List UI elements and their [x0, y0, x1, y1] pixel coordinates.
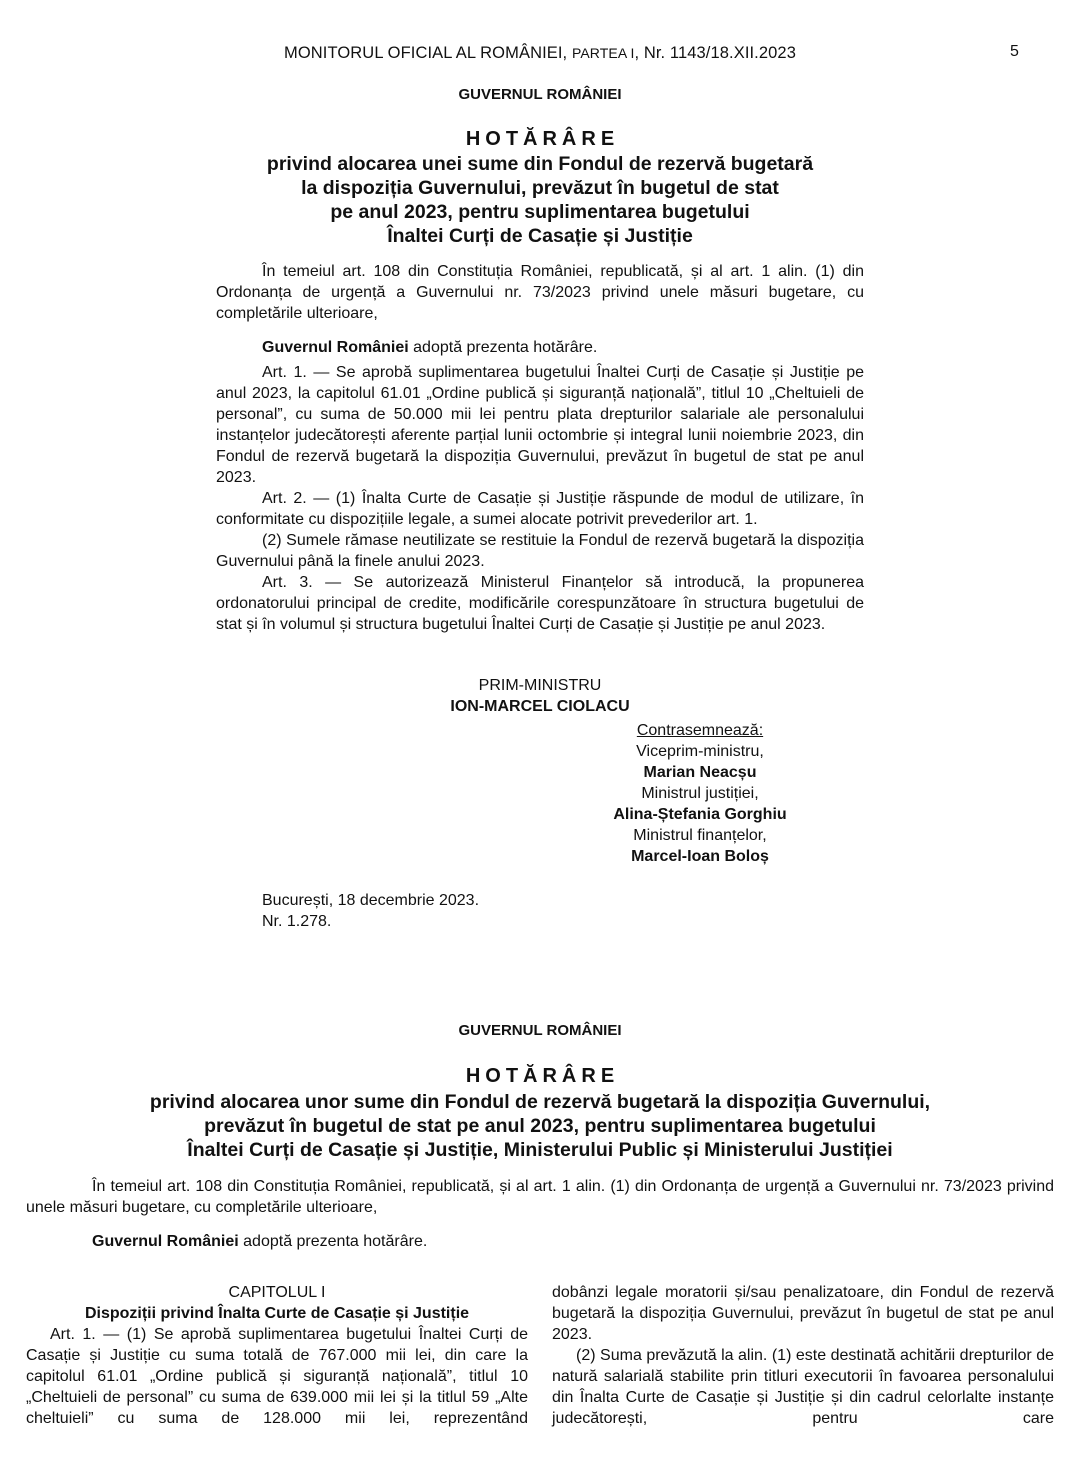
publication-issue: , Nr. 1143/18.XII.2023: [634, 44, 796, 62]
decision2-article-1-para-2: (2) Suma prevăzută la alin. (1) este destinată achitării drepturilor de natură salarială stabilite prin titluri executorii în favoarea personalului din Înalta Curte de Casație și Justiție și din cadrul celorlalte instanțe judecătorești, pentru care: [552, 1347, 1054, 1427]
pm-name: ION-MARCEL CIOLACU: [450, 698, 630, 715]
decision2-title-line: Înaltei Curți de Casație și Justiție, Ministerului Public și Ministerului Justiției: [187, 1139, 893, 1161]
adoption-rest: adoptă prezenta hotărâre.: [238, 1233, 428, 1250]
adoption-bold: Guvernul României: [262, 339, 409, 356]
countersigner-name: Marcel-Ioan Boloș: [631, 848, 769, 865]
decision1-title: [0, 152, 1080, 248]
decision1-doc-type: HOTĂRÂRE: [465, 128, 620, 150]
adoption-rest: adoptă prezenta hotărâre.: [408, 339, 598, 356]
decision2-title-line: privind alocarea unor sume din Fondul de rezervă bugetară la dispoziția Guvernului,: [149, 1091, 931, 1113]
decision2-adoption: [26, 1231, 1054, 1252]
decision2-left-column: [26, 1282, 528, 1429]
decision1-title-line: Înaltei Curți de Casație și Justiție: [387, 225, 693, 247]
decision2-right-column: [552, 1282, 1054, 1429]
countersigner-role: Viceprim-ministru,: [636, 743, 764, 760]
decision1-article-2: Art. 2. — (1) Înalta Curte de Casație și Justiție răspunde de modul de utilizare, în conformitate cu dispozițiile legale, a sumei alocate potrivit prevederilor art. 1.: [216, 490, 864, 528]
decision-number: Nr. 1.278.: [262, 913, 332, 930]
countersigner-name: Alina-Ștefania Gorghiu: [613, 806, 787, 823]
decision1-title-line: pe anul 2023, pentru suplimentarea bugetului: [330, 201, 750, 223]
chapter-title: Dispoziții privind Înalta Curte de Casație și Justiție: [84, 1305, 470, 1322]
decision2-title: [0, 1090, 1080, 1162]
decision1-footer: [262, 890, 479, 932]
decision1-preamble: În temeiul art. 108 din Constituția României, republicată, și al art. 1 alin. (1) din Ordonanța de urgență a Guvernului nr. 73/2023 privind unele măsuri bugetare, cu completările ulterioare,: [216, 263, 864, 322]
publication-part: PARTEA I: [571, 45, 635, 61]
decision1-issuer: GUVERNUL ROMÂNIEI: [458, 86, 622, 103]
decision2-issuer: GUVERNUL ROMÂNIEI: [458, 1022, 622, 1039]
decision1-adoption: [216, 337, 864, 358]
decision1-title-line: la dispoziția Guvernului, prevăzut în bugetul de stat: [301, 177, 779, 199]
decision2-body: [26, 1176, 1054, 1252]
countersigner-name: Marian Neacșu: [643, 764, 757, 781]
publication-name: MONITORUL OFICIAL AL ROMÂNIEI,: [284, 44, 572, 62]
countersignatures: [580, 720, 820, 867]
pm-signature: [340, 675, 740, 717]
decision2-doc-type: HOTĂRÂRE: [465, 1065, 620, 1087]
pm-title: PRIM-MINISTRU: [478, 677, 602, 694]
decision2-title-line: prevăzut în bugetul de stat pe anul 2023, pentru suplimentarea bugetului: [204, 1115, 876, 1137]
countersign-label: Contrasemnează:: [636, 722, 764, 739]
decision1-body: [216, 261, 864, 635]
countersigner-role: Ministrul justiției,: [641, 785, 759, 802]
decision2-preamble: În temeiul art. 108 din Constituția României, republicată, și al art. 1 alin. (1) din Ordonanța de urgență a Guvernului nr. 73/2023 privind unele măsuri bugetare, cu completările ulterioare,: [26, 1178, 1054, 1216]
decision1-article-1: Art. 1. — Se aprobă suplimentarea bugetului Înaltei Curți de Casație și Justiție pe anul 2023, la capitolul 61.01 „Ordine publică și siguranță națională”, titlul 10 „Cheltuieli de personal”, cu suma de 50.000 mii lei pentru plata drepturilor salariale ale personalului instanțelor judecătorești aferente parțial lunii octombrie și integral lunii noiembrie 2023, din Fondul de rezervă bugetară la dispoziția Guvernului, prevăzut în bugetul de stat pe anul 2023.: [216, 364, 864, 486]
adoption-bold: Guvernul României: [92, 1233, 239, 1250]
page-number: 5: [1010, 43, 1019, 60]
decision2-article-1-continuation: dobânzi legale moratorii și/sau penalizatoare, din Fondul de rezervă bugetară la dispoziția Guvernului, prevăzut în bugetul de stat pe anul 2023.: [552, 1284, 1054, 1343]
place-date: București, 18 decembrie 2023.: [262, 892, 480, 909]
running-header: [0, 44, 1080, 63]
decision1-article-2-2: (2) Sumele rămase neutilizate se restituie la Fondul de rezervă bugetară la dispoziția Guvernului până la finele anului 2023.: [216, 532, 864, 570]
decision1-article-3: Art. 3. — Se autorizează Ministerul Finanțelor să introducă, la propunerea ordonatorului principal de credite, modificările corespunzătoare în structura bugetului de stat și în volumul și structura bugetului Înaltei Curți de Casație și Justiție pe anul 2023.: [216, 574, 864, 633]
chapter-label: CAPITOLUL I: [228, 1284, 326, 1301]
countersigner-role: Ministrul finanțelor,: [633, 827, 767, 844]
decision1-title-line: privind alocarea unei sume din Fondul de rezervă bugetară: [266, 153, 814, 175]
decision2-article-1-para-1: Art. 1. — (1) Se aprobă suplimentarea bugetului Înaltei Curți de Casație și Justiție cu suma totală de 767.000 mii lei, din care la capitolul 61.01 „Ordine publică și siguranță națională”, titlul 10 „Cheltuieli de personal” cu suma de 639.000 mii lei și la titlul 59 „Alte cheltuieli” cu suma de 128.000 mii lei, reprezentând: [26, 1326, 528, 1427]
